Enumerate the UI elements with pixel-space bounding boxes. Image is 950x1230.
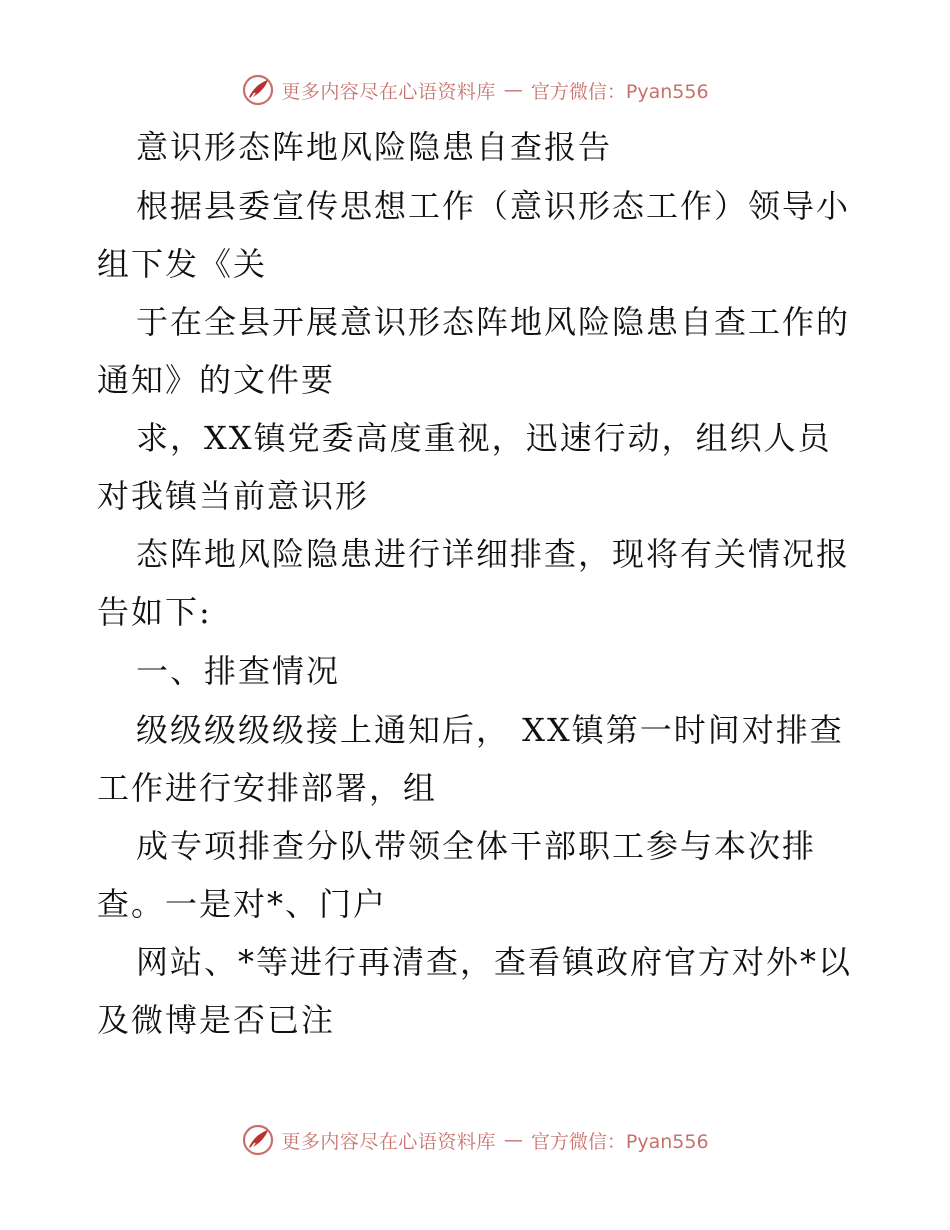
watermark-contact: 官方微信：Pyan556 [530,80,709,103]
paragraph-line: 工作进行安排部署，组 [97,769,438,807]
document-title: 意识形态阵地风险隐患自查报告 [136,128,613,166]
section-heading: 一、排查情况 [136,652,341,690]
paragraph-line: 及微博是否已注 [97,1001,336,1039]
pen-nib-logo-icon [241,1123,275,1157]
watermark-dash: — [503,1129,523,1151]
paragraph-line: 求，XX镇党委高度重视，迅速行动，组织人员 [136,419,832,457]
paragraph-line: 组下发《关 [97,245,268,283]
watermark-banner-top [0,70,950,110]
paragraph-line: 告如下: [97,593,212,631]
paragraph-line: 于在全县开展意识形态阵地风险隐患自查工作的 [136,303,851,341]
pen-nib-logo-icon [241,73,275,107]
paragraph-line: 通知》的文件要 [97,361,336,399]
paragraph-line: 态阵地风险隐患进行详细排查，现将有关情况报 [136,535,851,573]
watermark-banner-bottom [0,1120,950,1160]
paragraph-line: 查。一是对*、门户 [97,885,388,923]
watermark-text: 更多内容尽在心语资料库 [281,80,496,103]
paragraph-line: 网站、*等进行再清查，查看镇政府官方对外*以 [136,943,853,981]
paragraph-line: 成专项排查分队带领全体干部职工参与本次排 [136,827,817,865]
paragraph-line: 对我镇当前意识形 [97,477,370,515]
paragraph-line: 级级级级级接上通知后， XX镇第一时间对排查 [136,711,844,749]
watermark-text: 更多内容尽在心语资料库 [281,1130,496,1153]
watermark-contact: 官方微信：Pyan556 [530,1130,709,1153]
paragraph-line: 根据县委宣传思想工作（意识形态工作）领导小 [136,187,851,225]
watermark-dash: — [503,79,523,101]
